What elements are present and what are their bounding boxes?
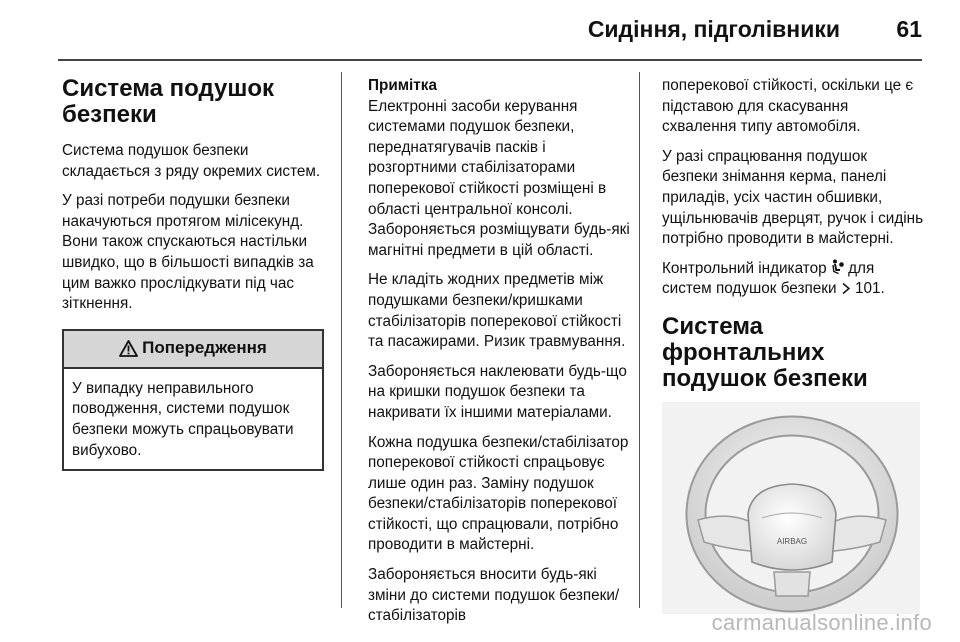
column-divider (341, 72, 342, 608)
warning-box (62, 329, 324, 471)
paragraph: поперекової стійкості, оскільки це є підставою для скасування схвалення типу автомобіля. (662, 77, 914, 136)
note-body: Електронні засоби керування системами подушок безпеки, переднатягувачів пасків і розгортними стабілізаторами поперекової стійкості розміщені в області центральної консолі. Забороняється розміщувати будь-які магнітні предмети в цій області. (368, 97, 630, 259)
watermark: carmanualsonline.info (711, 610, 932, 635)
column-3 (662, 76, 924, 614)
warning-body: У випадку неправильного поводження, системи подушок безпеки можуть спрацьовувати вибухово. (72, 379, 294, 459)
paragraph: Не кладіть жодних предметів між подушками безпеки/кришками стабілізаторів поперекової стійкості та пасажирами. Ризик травмування. (368, 271, 626, 351)
paragraph: Забороняється наклеювати будь-що на кришки подушок безпеки та накривати їх іншими матеріалами. (368, 362, 627, 421)
paragraph: У разі потреби подушки безпеки накачуються протягом мілісекунд. Вони також спускаються настільки швидко, що в більшості випадків за цим важко прослідкувати під час зіткнення. (62, 192, 314, 313)
airbag-indicator-icon (831, 259, 844, 275)
paragraph-indicator: Контрольний індикатор для систем подушок безпеки 101. (662, 259, 885, 298)
paragraph: Забороняється вносити будь-які зміни до системи подушок безпеки/стабілізаторів (368, 566, 620, 625)
paragraph: У разі спрацювання подушок безпеки знімання керма, панелі приладів, усіх частин обшивки, ущільнювачів дверцят, ручок і сидінь потрібно проводити в майстерні. (662, 147, 924, 248)
warning-header (64, 331, 322, 369)
section-heading-airbag-system: Система подушок безпеки (62, 75, 275, 128)
header-rule (58, 59, 922, 61)
column-2 (368, 76, 630, 636)
section-heading-front-airbags: Система фронтальних подушок безпеки (662, 312, 868, 392)
column-divider (639, 72, 640, 608)
paragraph: Система подушок безпеки складається з ряду окремих систем. (62, 142, 321, 180)
note-title: Примітка (368, 77, 437, 94)
page-number: 61 (896, 16, 922, 42)
paragraph: Кожна подушка безпеки/стабілізатор поперекової стійкості спрацьовує лише один раз. Заміну подушок безпеки/стабілізаторів поперекової стійкості, що спрацювали, потрібно проводити в майстерні. (368, 433, 629, 554)
warning-triangle-icon (119, 340, 138, 357)
page-reference-arrow-icon[interactable] (841, 282, 851, 295)
steering-wheel-figure (662, 402, 920, 614)
airbag-label: AIRBAG (776, 536, 808, 546)
running-header: Сидіння, підголівники (587, 16, 840, 42)
column-1 (62, 76, 330, 471)
warning-title: Попередження (142, 338, 267, 358)
steering-wheel-illustration (662, 402, 920, 614)
